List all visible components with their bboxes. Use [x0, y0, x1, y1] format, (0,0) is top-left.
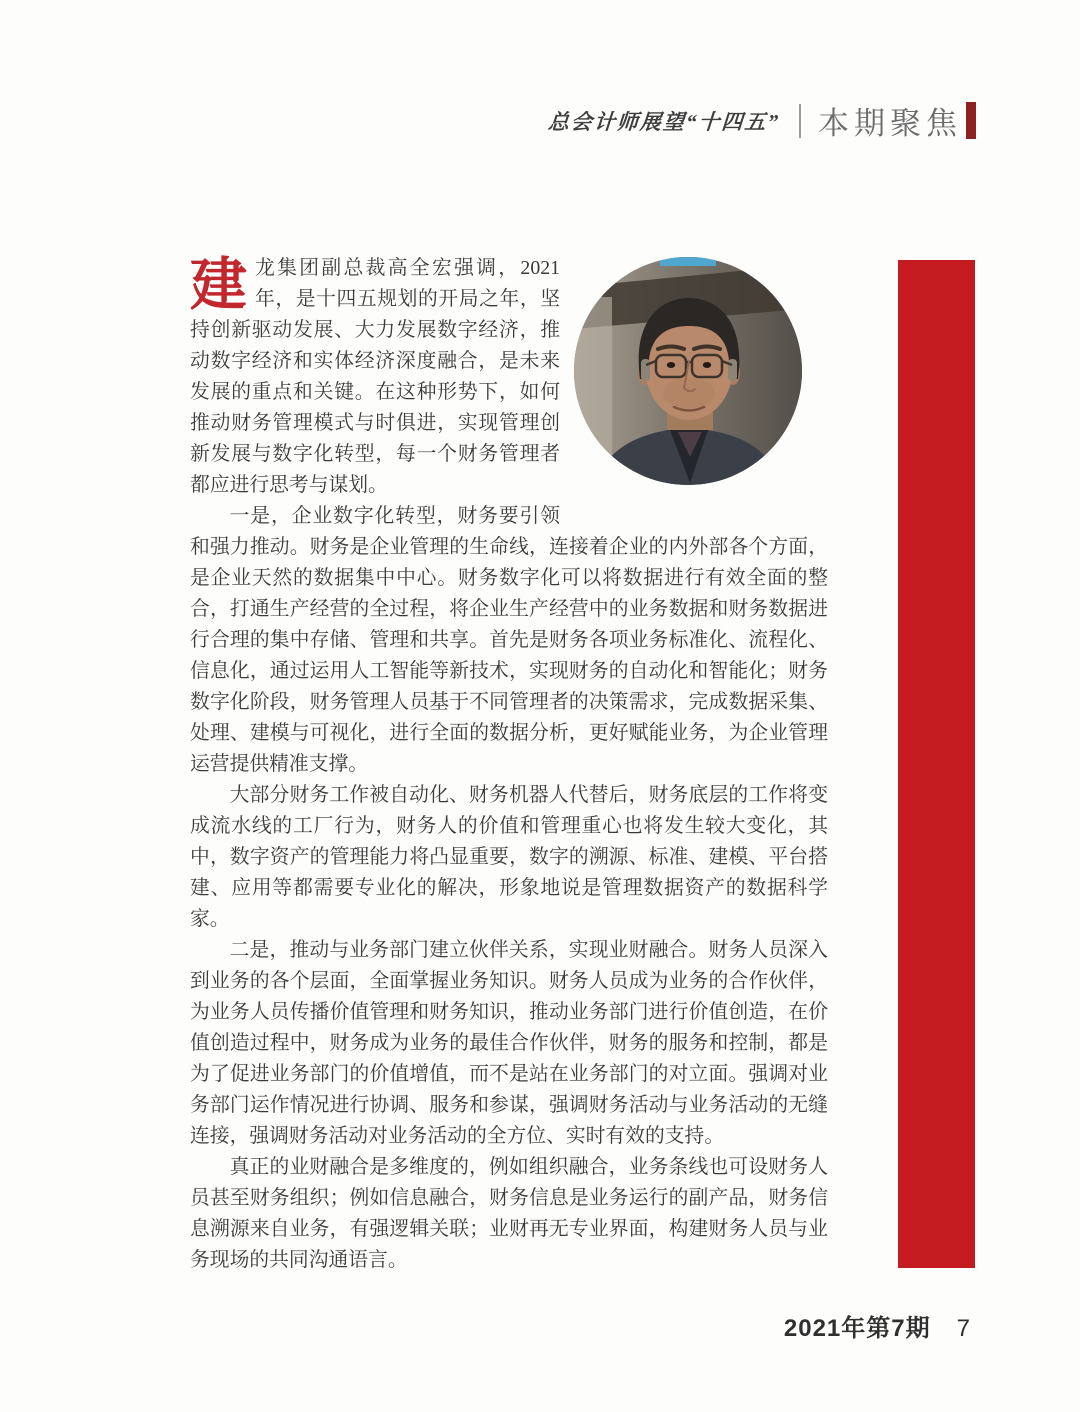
page-header	[548, 98, 976, 143]
paragraph-3: 大部分财务工作被自动化、财务机器人代替后，财务底层的工作将变成流水线的工厂行为，财务人的价值和管理重心也将发生较大变化，其中，数字资产的管理能力将凸显重要，数字的溯源、标准、建模、平台搭建、应用等都需要专业化的解决，形象地说是管理数据资产的数据科学家。	[190, 784, 828, 930]
header-divider	[799, 104, 801, 138]
portrait-photo	[574, 257, 802, 485]
paragraph-1-text: 龙集团副总裁高全宏强调，2021年，是十四五规划的开局之年，坚持创新驱动发展、大力发展数字经济，推动数字经济和实体经济深度融合，是未来发展的重点和关键。在这种形势下，如何推动财务管理模式与时俱进，实现管理创新发展与数字化转型，每一个财务管理者都应进行思考与谋划。	[190, 257, 560, 496]
issue-label: 2021年第7期	[783, 1315, 931, 1342]
portrait-photo-container	[560, 253, 828, 515]
page-number: 7	[956, 1315, 970, 1342]
drop-cap: 建	[190, 253, 247, 317]
article-body	[190, 253, 828, 1276]
paragraph-5: 真正的业财融合是多维度的，例如组织融合，业务条线也可设财务人员甚至财务组织；例如信息融合，财务信息是业务运行的副产品，财务信息溯源来自业务，有强逻辑关联；业财再无专业界面，构建财务人员与业务现场的共同沟通语言。	[190, 1156, 828, 1271]
column-topic-label: 总会计师展望“十四五”	[547, 109, 781, 134]
paragraph-4: 二是，推动与业务部门建立伙伴关系，实现业财融合。财务人员深入到业务的各个层面，全面掌握业务知识。财务人员成为业务的合作伙伴，为业务人员传播价值管理和财务知识，推动业务部门进行价值创造，在价值创造过程中，财务成为业务的最佳合作伙伴，财务的服务和控制，都是为了促进业务部门的价值增值，而不是站在业务部门的对立面。强调对业务部门运作情况进行协调、服务和参谋，强调财务活动与业务活动的无缝连接，强调财务活动对业务活动的全方位、实时有效的支持。	[190, 939, 828, 1147]
red-side-bar	[898, 260, 975, 1268]
portrait-illustration	[574, 257, 802, 485]
paragraph-2: 一是，企业数字化转型，财务要引领和强力推动。财务是企业管理的生命线，连接着企业的内外部各个方面，是企业天然的数据集中中心。财务数字化可以将数据进行有效全面的整合，打通生产经营的全过程，将企业生产经营中的业务数据和财务数据进行合理的集中存储、管理和共享。首先是财务各项业务标准化、流程化、信息化，通过运用人工智能等新技术，实现财务的自动化和智能化；财务数字化阶段，财务管理人员基于不同管理者的决策需求，完成数据采集、处理、建模与可视化，进行全面的数据分析，更好赋能业务，为企业管理运营提供精准支撑。	[190, 505, 828, 775]
header-red-tick	[966, 102, 976, 139]
section-title: 本期聚焦	[818, 106, 962, 141]
page-footer	[784, 1308, 970, 1343]
